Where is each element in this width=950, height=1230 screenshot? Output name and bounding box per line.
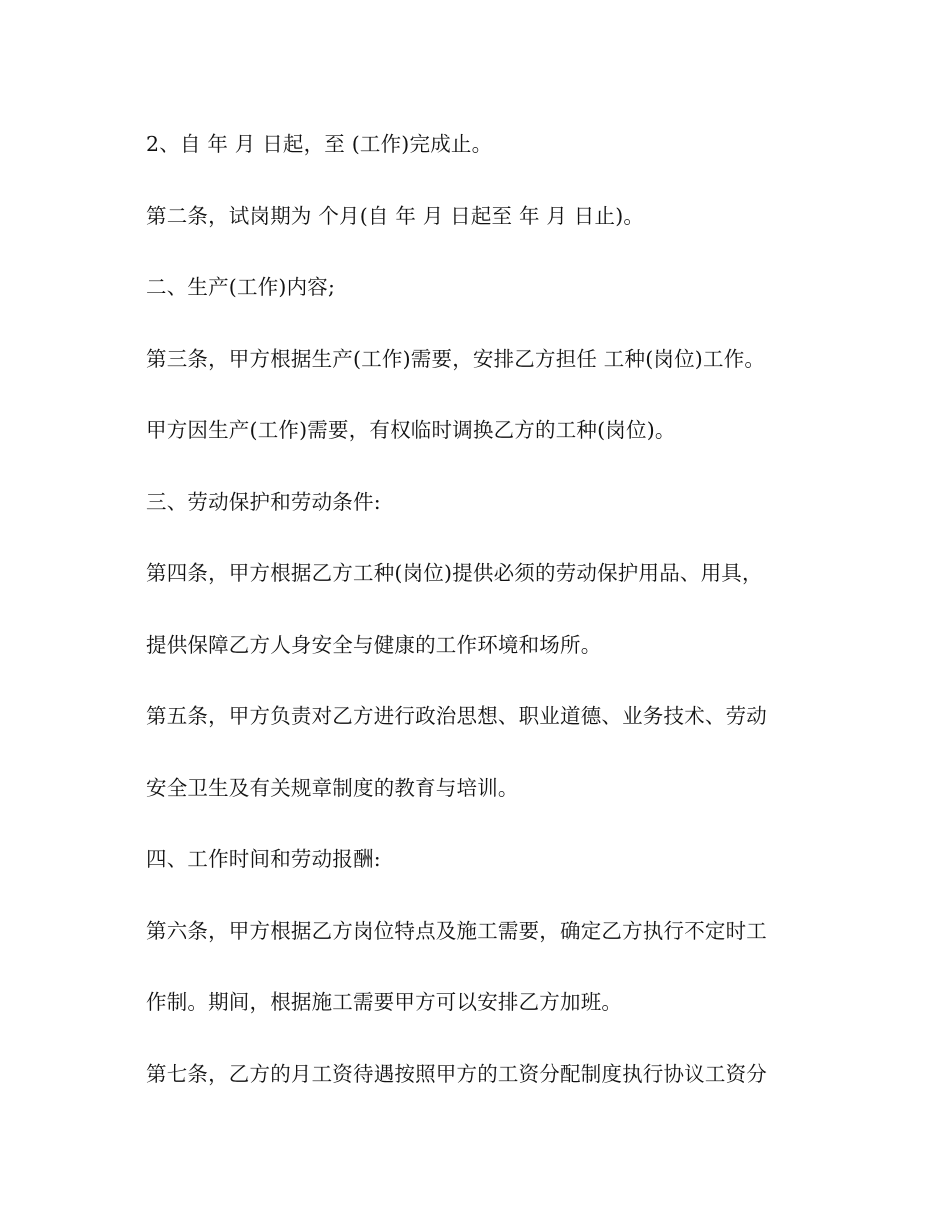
text-line: 第六条，甲方根据乙方岗位特点及施工需要，确定乙方执行不定时工 — [146, 918, 767, 943]
text-line: 2、自 年 月 日起，至 (工作)完成止。 — [146, 132, 493, 156]
section-heading: 二、生产(工作)内容; — [146, 275, 336, 299]
text-line: 第二条，试岗期为 个月(自 年 月 日起至 年 月 日止)。 — [146, 203, 645, 228]
document-body — [146, 130, 806, 1131]
text-line: 提供保障乙方人身安全与健康的工作环境和场所。 — [146, 632, 602, 657]
text-line: 作制。期间，根据施工需要甲方可以安排乙方加班。 — [146, 990, 623, 1014]
text-line: 甲方因生产(工作)需要，有权临时调换乙方的工种(岗位)。 — [146, 418, 676, 442]
section-heading: 四、工作时间和劳动报酬: — [146, 847, 381, 871]
text-line: 安全卫生及有关规章制度的教育与培训。 — [146, 775, 519, 800]
section-heading: 三、劳动保护和劳动条件: — [146, 489, 381, 514]
text-line: 第四条，甲方根据乙方工种(岗位)提供必须的劳动保护用品、用具， — [146, 561, 763, 585]
text-line: 第七条，乙方的月工资待遇按照甲方的工资分配制度执行协议工资分 — [146, 1061, 767, 1086]
text-line: 第三条，甲方根据生产(工作)需要，安排乙方担任 工种(岗位)工作。 — [146, 346, 766, 371]
text-line: 第五条，甲方负责对乙方进行政治思想、职业道德、业务技术、劳动 — [146, 704, 767, 728]
